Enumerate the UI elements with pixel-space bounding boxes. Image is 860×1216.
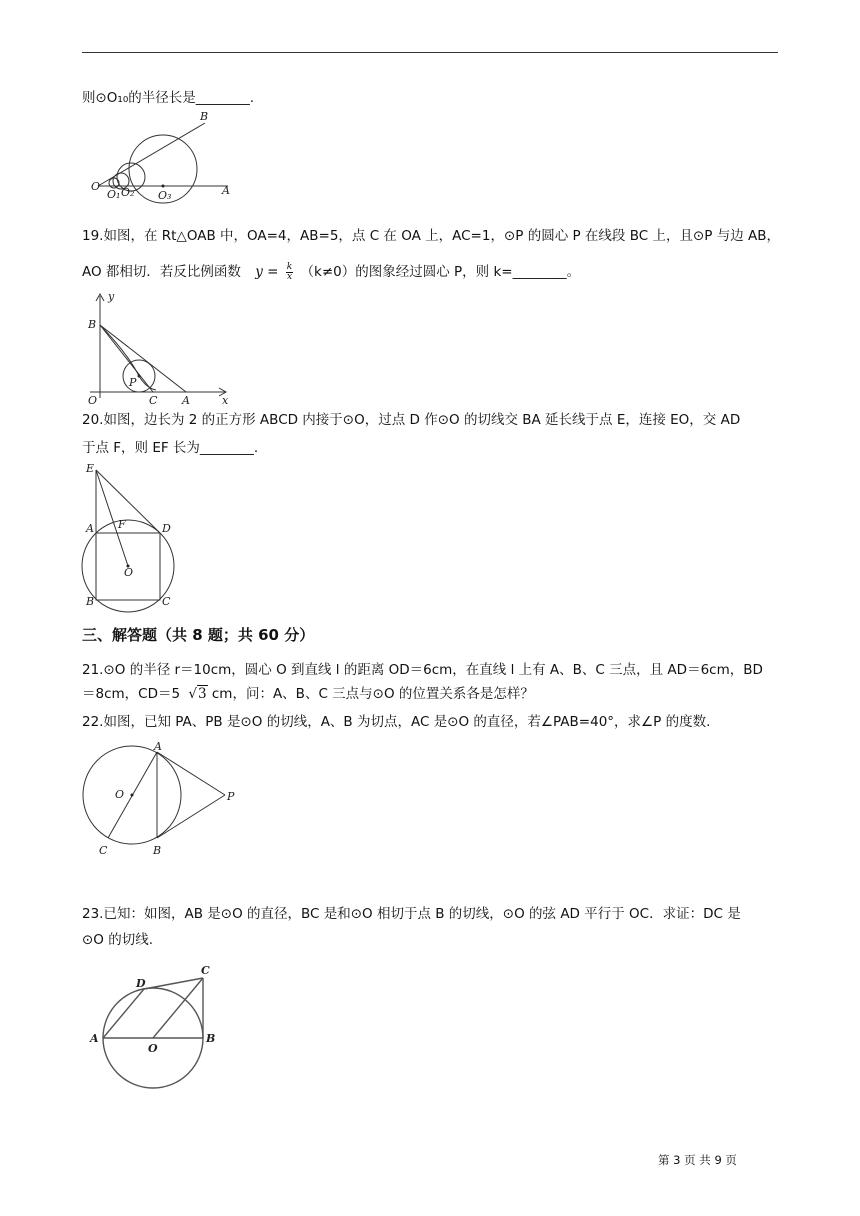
fig19-label-C: C bbox=[149, 394, 158, 407]
figure-20 bbox=[78, 460, 188, 612]
fig19-label-B: B bbox=[88, 318, 97, 331]
fig18-label-O: O bbox=[91, 180, 101, 193]
q19-frac-num: k bbox=[286, 261, 293, 272]
section-title: 三、解答题（共 8 题；共 60 分） bbox=[82, 626, 315, 644]
fig19-label-P: P bbox=[129, 376, 137, 389]
q20-text-line2: 于点 F，则 EF 长为________. bbox=[82, 440, 259, 456]
q19-text-b: （k≠0）的图象经过圆心 P，则 k=________。 bbox=[300, 264, 581, 280]
fig20-label-O: O bbox=[124, 566, 134, 579]
fig20-label-C: C bbox=[162, 595, 171, 608]
q21-text-line1: 21.⊙O 的半径 r＝10cm，圆心 O 到直线 l 的距离 OD＝6cm，在直线 l 上有 A、B、C 三点，且 AD＝6cm，BD bbox=[82, 662, 763, 678]
q21-sqrt-value: 3 bbox=[197, 686, 207, 702]
q22-text: 22.如图，已知 PA、PB 是⊙O 的切线，A、B 为切点，AC 是⊙O 的直径，若∠PAB=40°，求∠P 的度数. bbox=[82, 714, 711, 730]
fig23-label-B: B bbox=[206, 1032, 216, 1045]
fig18-label-O3: O₃ bbox=[158, 189, 172, 202]
fig23-label-A: A bbox=[90, 1032, 99, 1045]
fig22-label-B: B bbox=[153, 844, 162, 857]
q20-text-line1: 20.如图，边长为 2 的正方形 ABCD 内接于⊙O，过点 D 作⊙O 的切线交 BA 延长线于点 E，连接 EO，交 AD bbox=[82, 412, 741, 428]
q19-text-line1: 19.如图，在 Rt△OAB 中，OA=4，AB=5，点 C 在 OA 上，AC=1，⊙P 的圆心 P 在线段 BC 上，且⊙P 与边 AB， bbox=[82, 228, 780, 244]
q19-fraction bbox=[286, 263, 293, 282]
figure-23 bbox=[88, 962, 228, 1094]
q18-text: 则⊙O₁₀的半径长是________. bbox=[82, 90, 255, 106]
q21-text-a: ＝8cm，CD＝5 bbox=[82, 686, 181, 702]
fig19-label-x: x bbox=[222, 394, 229, 407]
fig20-label-D: D bbox=[162, 522, 171, 535]
fig18-label-O2: O₂ bbox=[121, 186, 135, 199]
q21-text-line2 bbox=[82, 684, 534, 704]
q19-frac-den: x bbox=[286, 271, 293, 282]
fig19-label-A: A bbox=[182, 394, 190, 407]
fig20-label-E: E bbox=[86, 462, 95, 475]
q21-sqrt-symbol: √ bbox=[188, 686, 197, 702]
q19-text-line2 bbox=[82, 262, 580, 282]
fig23-label-C: C bbox=[201, 964, 210, 977]
fig18-label-O1: O₁ bbox=[107, 188, 121, 201]
fig23-label-O: O bbox=[148, 1042, 158, 1055]
figure-18 bbox=[88, 108, 248, 208]
q19-text-a: AO 都相切．若反比例函数 bbox=[82, 264, 241, 280]
fig18-label-B: B bbox=[200, 110, 209, 123]
fig20-label-A: A bbox=[86, 522, 94, 535]
figure-22 bbox=[80, 740, 245, 860]
figure-19 bbox=[86, 290, 236, 408]
q23-text-line2: ⊙O 的切线. bbox=[82, 932, 154, 948]
q21-text-b: cm，问：A、B、C 三点与⊙O 的位置关系各是怎样？ bbox=[211, 686, 534, 702]
q19-function-lhs: y = bbox=[255, 264, 279, 280]
fig20-label-B: B bbox=[86, 595, 95, 608]
fig18-label-A: A bbox=[222, 184, 230, 197]
page-footer: 第 3 页 共 9 页 bbox=[658, 1153, 737, 1167]
fig20-label-F: F bbox=[118, 518, 126, 531]
q23-text-line1: 23.已知：如图，AB 是⊙O 的直径，BC 是和⊙O 相切于点 B 的切线，⊙O 的弦 AD 平行于 OC．求证：DC 是 bbox=[82, 906, 741, 922]
fig19-label-y: y bbox=[108, 290, 115, 303]
fig19-label-O: O bbox=[88, 394, 98, 407]
fig23-label-D: D bbox=[136, 977, 146, 990]
fig22-label-O: O bbox=[115, 788, 125, 801]
fig22-label-A: A bbox=[154, 740, 162, 753]
fig22-label-P: P bbox=[227, 790, 235, 803]
header-rule bbox=[82, 52, 778, 53]
fig22-label-C: C bbox=[99, 844, 108, 857]
